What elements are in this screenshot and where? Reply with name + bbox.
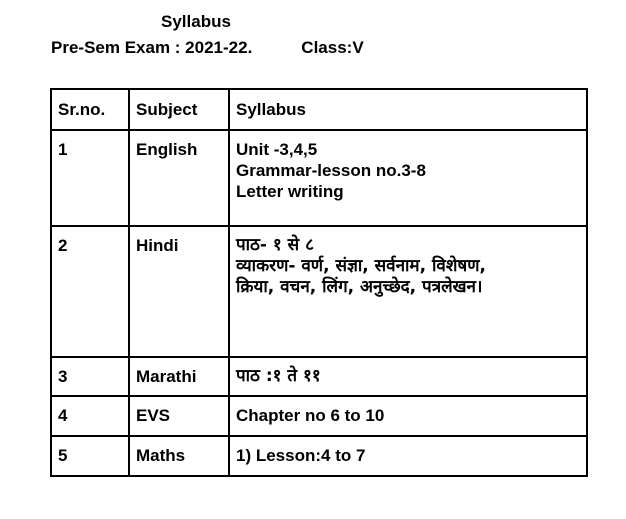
sr-no-cell: 1 (51, 130, 129, 226)
syllabus-line: Unit -3,4,5 (236, 140, 318, 159)
sr-no-cell: 5 (51, 436, 129, 476)
syllabus-line: पाठ :१ ते ११ (236, 366, 321, 386)
syllabus-table (50, 88, 588, 477)
table-header-row (51, 89, 587, 130)
subject-cell: EVS (129, 396, 229, 436)
syllabus-line: पाठ- १ से ८ (236, 235, 314, 255)
subject-cell: English (129, 130, 229, 226)
syllabus-line: Grammar-lesson no.3-8 (236, 161, 426, 180)
syllabus-line: 1) Lesson:4 to 7 (236, 446, 366, 465)
syllabus-cell (229, 436, 587, 476)
syllabus-line: Letter writing (236, 182, 344, 201)
document-title: Syllabus (161, 12, 231, 31)
syllabus-cell (229, 357, 587, 396)
subject-cell: Maths (129, 436, 229, 476)
exam-info (51, 38, 364, 58)
header-sr-no: Sr.no. (51, 89, 129, 130)
table-row (51, 436, 587, 476)
table-row (51, 357, 587, 396)
header-subject: Subject (129, 89, 229, 130)
syllabus-cell (229, 396, 587, 436)
sr-no-cell: 3 (51, 357, 129, 396)
syllabus-line: Chapter no 6 to 10 (236, 406, 385, 425)
table-row (51, 130, 587, 226)
exam-name: Pre-Sem Exam : 2021-22. (51, 38, 253, 57)
subject-cell: Marathi (129, 357, 229, 396)
table-row (51, 396, 587, 436)
syllabus-cell (229, 226, 587, 357)
syllabus-cell (229, 130, 587, 226)
sr-no-cell: 4 (51, 396, 129, 436)
sr-no-cell: 2 (51, 226, 129, 357)
syllabus-line: क्रिया, वचन, लिंग, अनुच्छेद, पत्रलेखन। (236, 277, 483, 297)
subject-cell: Hindi (129, 226, 229, 357)
table-row (51, 226, 587, 357)
header-syllabus: Syllabus (229, 89, 587, 130)
class-label: Class:V (301, 38, 364, 57)
syllabus-line: व्याकरण- वर्ण, संज्ञा, सर्वनाम, विशेषण, (236, 256, 486, 276)
